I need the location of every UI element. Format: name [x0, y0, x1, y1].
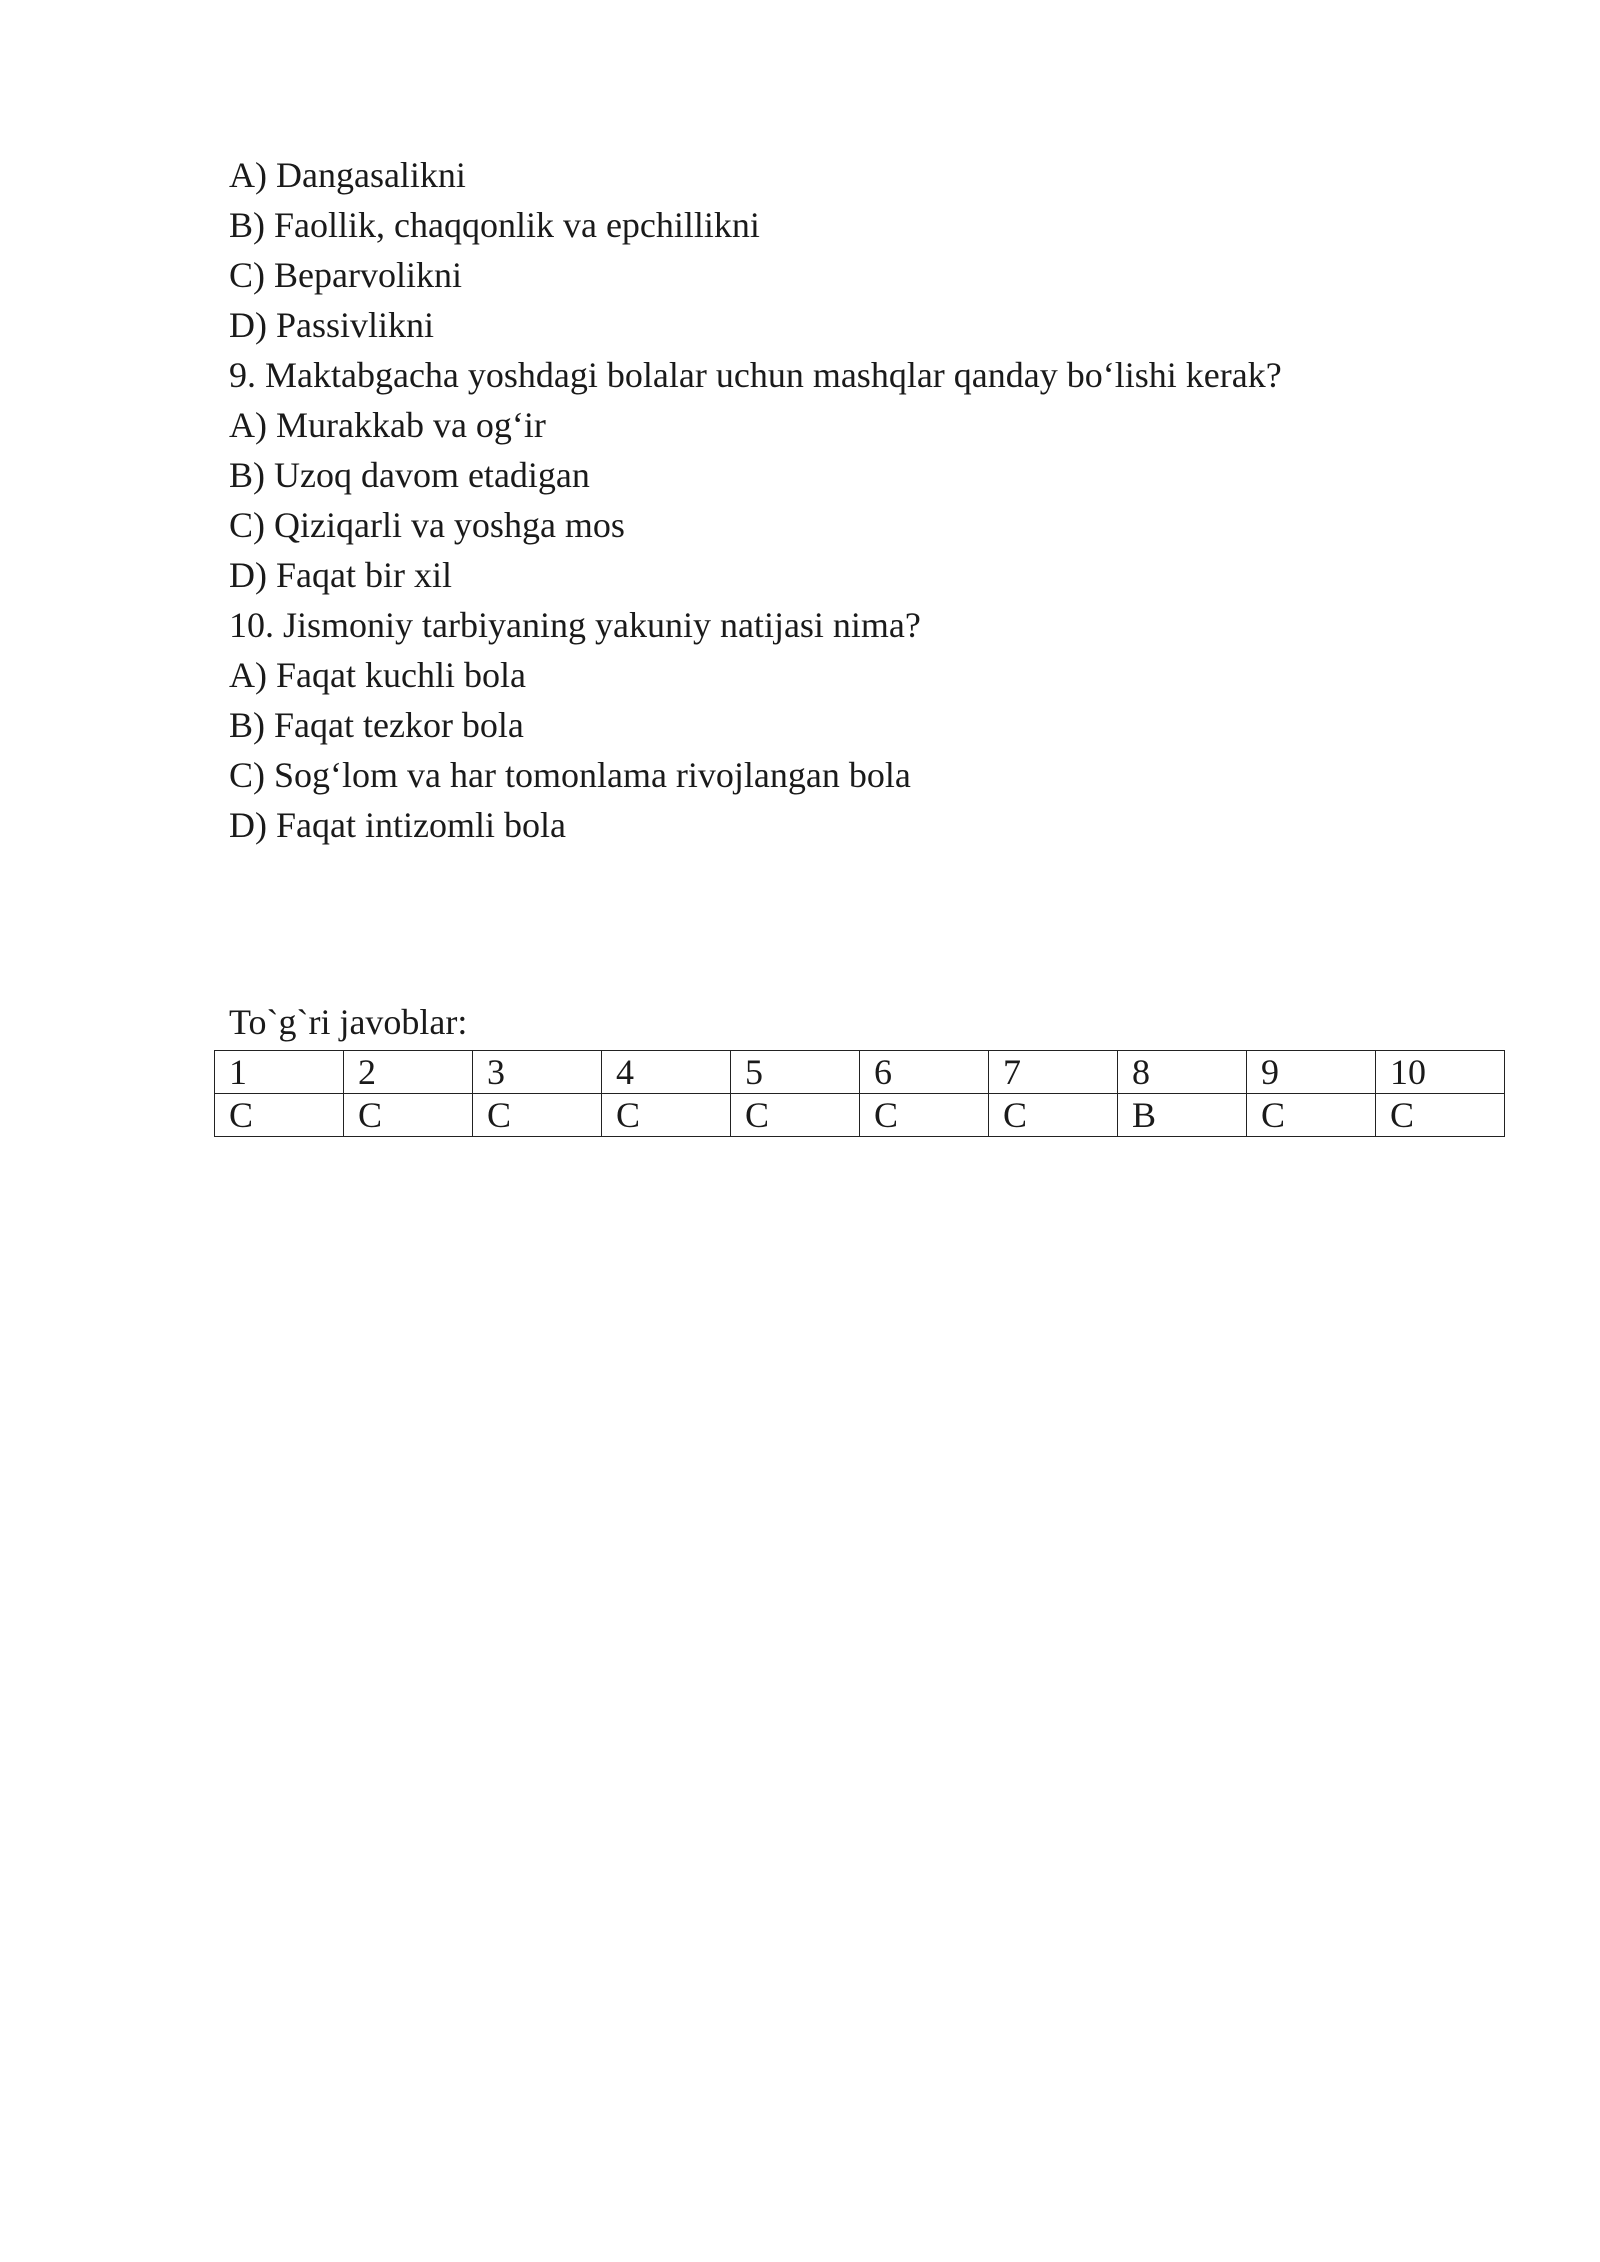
- option-line: B) Faqat tezkor bola: [229, 705, 524, 745]
- answer-number-cell: 2: [344, 1051, 473, 1094]
- option-line: D) Passivlikni: [229, 305, 435, 345]
- answer-letter-cell: C: [1376, 1094, 1505, 1137]
- answer-letter-cell: C: [731, 1094, 860, 1137]
- option-line: B) Uzoq davom etadigan: [229, 455, 590, 495]
- option-line: C) Sog‘lom va har tomonlama rivojlangan bola: [229, 755, 911, 795]
- answer-letter-cell: B: [1118, 1094, 1247, 1137]
- answer-number-cell: 9: [1247, 1051, 1376, 1094]
- option-line: D) Faqat bir xil: [229, 555, 452, 595]
- answer-letter-cell: C: [989, 1094, 1118, 1137]
- answer-number-cell: 3: [473, 1051, 602, 1094]
- answers-caption: To`g`ri javoblar:: [229, 1002, 468, 1042]
- answer-number-cell: 4: [602, 1051, 731, 1094]
- option-line: A) Murakkab va og‘ir: [229, 405, 546, 445]
- answers-number-row: [215, 1051, 1505, 1094]
- option-line: A) Faqat kuchli bola: [229, 655, 526, 695]
- question-line: 9. Maktabgacha yoshdagi bolalar uchun mashqlar qanday bo‘lishi kerak?: [229, 355, 1282, 395]
- answers-table: [214, 1050, 1505, 1137]
- option-line: A) Dangasalikni: [229, 155, 466, 195]
- answer-number-cell: 1: [215, 1051, 344, 1094]
- answer-number-cell: 7: [989, 1051, 1118, 1094]
- answer-letter-cell: C: [215, 1094, 344, 1137]
- option-line: C) Qiziqarli va yoshga mos: [229, 505, 625, 545]
- answers-letter-row: [215, 1094, 1505, 1137]
- question-text-block: [229, 150, 1529, 850]
- answer-letter-cell: C: [344, 1094, 473, 1137]
- answer-letter-cell: C: [1247, 1094, 1376, 1137]
- answer-number-cell: 5: [731, 1051, 860, 1094]
- answer-number-cell: 8: [1118, 1051, 1247, 1094]
- option-line: D) Faqat intizomli bola: [229, 805, 566, 845]
- option-line: C) Beparvolikni: [229, 255, 462, 295]
- answer-number-cell: 6: [860, 1051, 989, 1094]
- answer-letter-cell: C: [860, 1094, 989, 1137]
- answer-letter-cell: C: [473, 1094, 602, 1137]
- option-line: B) Faollik, chaqqonlik va epchillikni: [229, 205, 760, 245]
- answer-letter-cell: C: [602, 1094, 731, 1137]
- question-line: 10. Jismoniy tarbiyaning yakuniy natijasi nima?: [229, 605, 921, 645]
- answer-number-cell: 10: [1376, 1051, 1505, 1094]
